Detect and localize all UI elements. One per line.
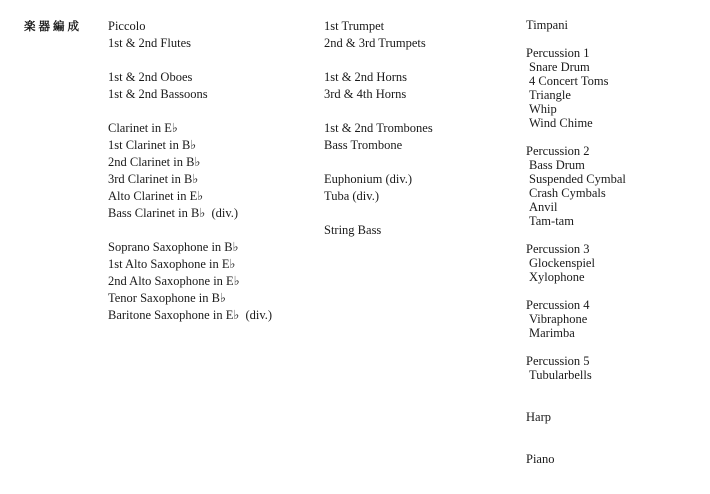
instrument-suspended-cymbal: Suspended Cymbal <box>529 172 626 186</box>
instrument-tam-tam: Tam-tam <box>529 214 574 228</box>
instrument-horns-1-2: 1st & 2nd Horns <box>324 70 407 84</box>
instrument-flutes: 1st & 2nd Flutes <box>108 36 191 50</box>
percussion-2-label: Percussion 2 <box>526 144 590 158</box>
instrument-bassoons: 1st & 2nd Bassoons <box>108 87 208 101</box>
instrument-snare-drum: Snare Drum <box>529 60 590 74</box>
instrument-1st-clarinet: 1st Clarinet in B♭ <box>108 138 197 152</box>
instrument-3rd-clarinet: 3rd Clarinet in B♭ <box>108 172 199 186</box>
instrument-concert-toms: 4 Concert Toms <box>529 74 609 88</box>
instrument-crash-cymbals: Crash Cymbals <box>529 186 606 200</box>
instrument-piano: Piano <box>526 452 555 466</box>
instrument-harp: Harp <box>526 410 551 424</box>
instrument-marimba: Marimba <box>529 326 575 340</box>
percussion-4-label: Percussion 4 <box>526 298 590 312</box>
instrument-anvil: Anvil <box>529 200 558 214</box>
instrument-timpani: Timpani <box>526 18 568 32</box>
instrument-1st-alto-sax: 1st Alto Saxophone in E♭ <box>108 257 236 271</box>
percussion-5-label: Percussion 5 <box>526 354 590 368</box>
instrument-1st-trumpet: 1st Trumpet <box>324 19 385 33</box>
percussion-3-label: Percussion 3 <box>526 242 590 256</box>
instrument-eb-clarinet: Clarinet in E♭ <box>108 121 178 135</box>
instrument-tenor-sax: Tenor Saxophone in B♭ <box>108 291 226 305</box>
instrument-tuba: Tuba (div.) <box>324 189 379 203</box>
instrument-alto-clarinet: Alto Clarinet in E♭ <box>108 189 204 203</box>
instrument-2nd-clarinet: 2nd Clarinet in B♭ <box>108 155 201 169</box>
instrument-oboes: 1st & 2nd Oboes <box>108 70 193 84</box>
instrument-bass-clarinet: Bass Clarinet in B♭ (div.) <box>108 206 239 220</box>
instrument-horns-3-4: 3rd & 4th Horns <box>324 87 407 101</box>
woodwinds-column <box>108 18 272 324</box>
instrumentation-heading: 楽器編成 <box>24 19 82 33</box>
instrument-vibraphone: Vibraphone <box>529 312 588 326</box>
instrument-bass-drum: Bass Drum <box>529 158 585 172</box>
instrument-soprano-sax: Soprano Saxophone in B♭ <box>108 240 239 254</box>
instrument-2nd-alto-sax: 2nd Alto Saxophone in E♭ <box>108 274 240 288</box>
instrument-xylophone: Xylophone <box>529 270 585 284</box>
instrument-baritone-sax: Baritone Saxophone in E♭ (div.) <box>108 308 273 322</box>
instrument-bass-trombone: Bass Trombone <box>324 138 403 152</box>
instrument-string-bass: String Bass <box>324 223 382 237</box>
instrument-piccolo: Piccolo <box>108 19 146 33</box>
instrument-glockenspiel: Glockenspiel <box>529 256 595 270</box>
instrument-triangle: Triangle <box>529 88 571 102</box>
brass-column <box>324 18 433 239</box>
instrument-euphonium: Euphonium (div.) <box>324 172 413 186</box>
instrument-tubular-bells: Tubularbells <box>529 368 592 382</box>
instrument-whip: Whip <box>529 102 557 116</box>
instrument-trumpets: 2nd & 3rd Trumpets <box>324 36 426 50</box>
percussion-1-label: Percussion 1 <box>526 46 590 60</box>
instrument-trombones: 1st & 2nd Trombones <box>324 121 433 135</box>
percussion-column <box>526 18 626 466</box>
instrument-wind-chime: Wind Chime <box>529 116 593 130</box>
